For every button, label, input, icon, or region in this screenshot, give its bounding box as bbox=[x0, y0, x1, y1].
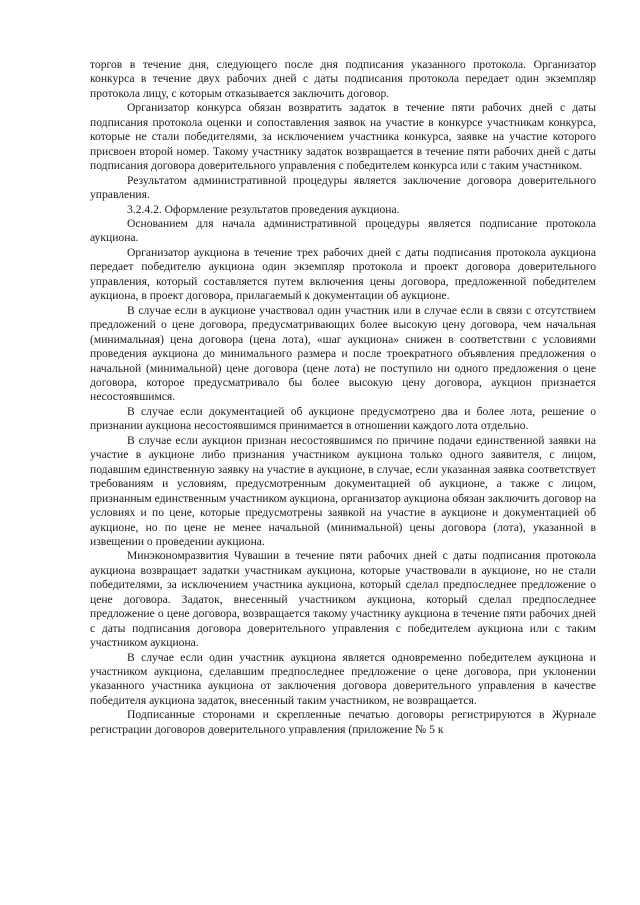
paragraph-deposit-return-contest: Организатор конкурса обязан возвратить задаток в течение пяти рабочих дней с даты подписания протокола оценки и сопоставления заявок на участие в конкурсе участникам конкурса, которые не стали победителями, за исключением участника конкурса, заявке на участие которого присвоен второй номер. Такому участнику задаток возвращается в течение пяти рабочих дней с даты подписания договора доверительного управления с победителем конкурса или с таким участником. bbox=[90, 101, 596, 173]
document-page bbox=[90, 58, 596, 737]
paragraph-single-participant: В случае если в аукционе участвовал один участник или в случае если в связи с отсутствием предложений о цене договора, предусматривающих более высокую цену договора, чем начальная (минимальная) цена договора (цена лота), «шаг аукциона» снижен в соответствии с условиями проведения аукциона до минимального размера и после троекратного объявления предложения о начальной (минимальной) цене договора (цене лота) не поступило ни одного предложения о цене договора, которое предусматривало бы более высокую цену договора, аукцион признается несостоявшимся. bbox=[90, 303, 596, 404]
paragraph-failed-auction: В случае если аукцион признан несостоявшимся по причине подачи единственной заявки на участие в аукционе либо признания участником аукциона только одного заявителя, с лицом, подавшим единственную заявку на участие в аукционе, в случае, если указанная заявка соответствует требованиям и условиям, предусмотренным документацией об аукционе, а также с лицом, признанным единственным участником аукциона, организатор аукциона обязан заключить договор на условиях и по цене, которые предусмотрены заявкой на участие в аукционе и документацией об аукционе, но по цене не менее начальной (минимальной) цены договора (лота), указанной в извещении о проведении аукциона. bbox=[90, 433, 596, 548]
paragraph-auction-protocol-transfer: Организатор аукциона в течение трех рабочих дней с даты подписания протокола аукциона передает победителю аукциона один экземпляр протокола и проект договора доверительного управления, который составляется путем включения цены договора, предложенной победителем аукциона, в проект договора, прилагаемый к документации об аукционе. bbox=[90, 245, 596, 303]
paragraph-procedure-result: Результатом административной процедуры является заключение договора доверительного управления. bbox=[90, 173, 596, 202]
paragraph-procedure-basis: Основанием для начала административной процедуры является подписание протокола аукциона. bbox=[90, 216, 596, 245]
paragraph-continuation: торгов в течение дня, следующего после дня подписания указанного протокола. Организатор конкурса в течение двух рабочих дней с даты подписания протокола передает один экземпляр протокола лицу, с которым отказывается заключить договор. bbox=[90, 58, 596, 100]
section-heading-3-2-4-2: 3.2.4.2. Оформление результатов проведения аукциона. bbox=[127, 202, 400, 216]
paragraph-multiple-lots: В случае если документацией об аукционе предусмотрено два и более лота, решение о признании аукциона несостоявшимся принимается в отношении каждого лота отдельно. bbox=[90, 404, 596, 433]
paragraph-winner-evasion: В случае если один участник аукциона является одновременно победителем аукциона и участником аукциона, сделавшим предпоследнее предложение о цене договора, при уклонении указанного участника аукциона от заключения договора доверительного управления в качестве победителя аукциона задаток, внесенный таким участником, не возвращается. bbox=[90, 650, 596, 707]
paragraph-deposit-return-auction: Минэкономразвития Чувашии в течение пяти рабочих дней с даты подписания протокола аукциона возвращает задатки участникам аукциона, которые участвовали в аукционе, но не стали победителями, за исключением участника аукциона, который сделал предпоследнее предложение о цене договора. Задаток, внесенный участником аукциона, который сделал предпоследнее предложение о цене договора, возвращается такому участнику аукциона в течение пяти рабочих дней с даты подписания договора доверительного управления с победителем аукциона или с таким участником аукциона. bbox=[90, 549, 596, 650]
paragraph-contract-registration: Подписанные сторонами и скрепленные печатью договоры регистрируются в Журнале регистрации договоров доверительного управления (приложение № 5 к bbox=[90, 708, 596, 736]
